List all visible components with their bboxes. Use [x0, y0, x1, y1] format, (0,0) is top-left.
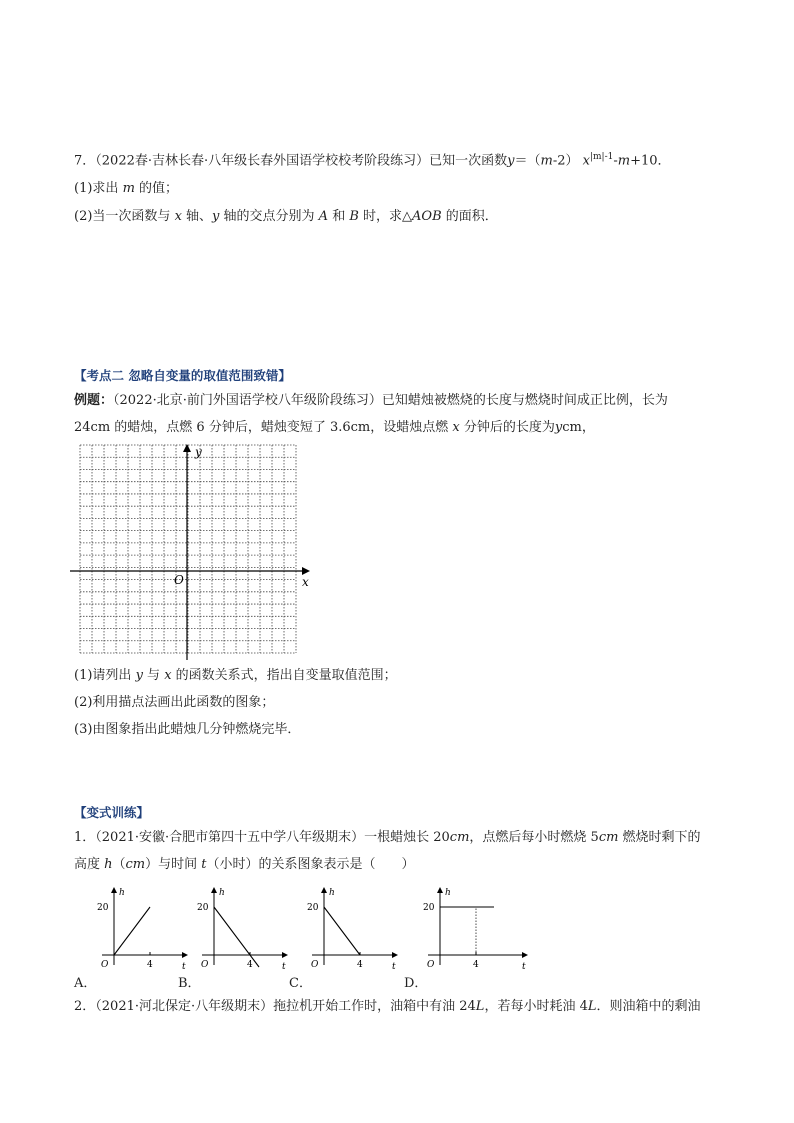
t-axis-label: t	[282, 962, 286, 972]
example-label: 例题：	[74, 393, 114, 408]
option-d-label: D．	[404, 976, 428, 991]
option-b-graph	[196, 883, 292, 975]
q7-part2: (2)当一次函数与 x 轴、y 轴的交点分别为 A 和 B 时，求△AOB 的面积．	[74, 209, 498, 224]
series-line	[324, 907, 360, 955]
tick-label-20: 20	[307, 903, 319, 913]
p1-line1: 1．（2021·安徽·合肥市第四十五中学八年级期末）一根蜡烛长 20cm，点燃后每小时燃烧 5cm 燃烧时剩下的	[74, 830, 701, 845]
origin-label: O	[174, 573, 184, 587]
series-line	[214, 907, 259, 967]
example-q1: (1)请列出 y 与 x 的函数关系式，指出自变量取值范围；	[74, 668, 397, 683]
option-c-graph	[306, 883, 402, 975]
grid-lines	[80, 445, 296, 653]
section-heading-kaodian2: 【考点二 忽略自变量的取值范围致错】	[74, 368, 291, 383]
y-axis-label: y	[195, 445, 202, 459]
q7-stem: 7．（2022春·吉林长春·八年级长春外国语学校校考阶段练习）已知一次函数y＝（m-2） $x^{|m|-1}-m+10$．	[74, 152, 671, 169]
h-axis-arrow	[321, 887, 327, 893]
example-line1: 例题：（2022·北京·前门外国语学校八年级阶段练习）已知蜡烛被燃烧的长度与燃烧时间成正比例，长为	[74, 393, 668, 408]
example-q2: (2)利用描点法画出此函数的图象；	[74, 695, 275, 710]
x-axis-arrow	[302, 567, 310, 575]
origin-label: O	[201, 960, 209, 970]
y-axis-arrow	[183, 444, 191, 452]
t-axis-arrow	[392, 952, 398, 958]
example-line2: 24cm 的蜡烛，点燃 6 分钟后，蜡烛变短了 3.6cm，设蜡烛点燃 x 分钟后的长度为ycm，	[74, 420, 595, 435]
p1-line2: 高度 h（cm）与时间 t（小时）的关系图象表示是（ ）	[74, 857, 415, 872]
q7-eq: ＝（	[514, 153, 541, 169]
option-a-graph	[96, 883, 192, 975]
t-axis-arrow	[182, 952, 188, 958]
var-m: m	[540, 153, 553, 169]
q7-exponent: |m|-1	[589, 152, 614, 162]
tick-label-4: 4	[147, 960, 153, 970]
tick-label-4: 4	[473, 960, 479, 970]
tick-label-20: 20	[423, 903, 435, 913]
origin-label: O	[427, 960, 435, 970]
var-m: m	[617, 153, 631, 169]
t-axis-arrow	[522, 952, 528, 958]
t-axis-label: t	[182, 962, 186, 972]
tick-label-20: 20	[197, 903, 209, 913]
var-y: y	[507, 153, 515, 169]
t-axis-label: t	[392, 962, 396, 972]
t-axis-label: t	[522, 962, 526, 972]
q7-intro: 7．（2022春·吉林长春·八年级长春外国语学校校考阶段练习）已知一次函数	[74, 153, 508, 169]
q7-plus10: +10．	[630, 153, 671, 169]
series-line	[114, 907, 150, 955]
x-axis-label: x	[302, 575, 309, 589]
tick-label-20: 20	[97, 903, 109, 913]
option-d-graph	[422, 883, 532, 975]
h-axis-label: h	[219, 888, 225, 898]
h-axis-label: h	[329, 888, 335, 898]
t-axis-arrow	[282, 952, 288, 958]
var-x: x	[582, 153, 590, 169]
coordinate-grid	[66, 442, 318, 664]
h-axis-arrow	[211, 887, 217, 893]
option-a-label: A．	[74, 976, 97, 991]
h-axis-label: h	[119, 888, 125, 898]
q7-part1: (1)求出 m 的值；	[74, 181, 179, 196]
h-axis-label: h	[445, 888, 451, 898]
h-axis-arrow	[111, 887, 117, 893]
tick-label-4: 4	[247, 960, 253, 970]
option-c-label: C．	[289, 976, 312, 991]
tick-label-4: 4	[357, 960, 363, 970]
q7-minus2: -2）	[552, 153, 579, 169]
example-q3: (3)由图象指出此蜡烛几分钟燃烧完毕．	[74, 722, 301, 737]
origin-label: O	[311, 960, 319, 970]
section-heading-bianshi: 【变式训练】	[74, 805, 150, 820]
h-axis-arrow	[437, 887, 443, 893]
origin-label: O	[101, 960, 109, 970]
p2-line1: 2．（2021·河北保定·八年级期末）拖拉机开始工作时，油箱中有油 24L，若每小时耗油 4L．则油箱中的剩油	[74, 999, 701, 1014]
option-b-label: B．	[178, 976, 201, 991]
